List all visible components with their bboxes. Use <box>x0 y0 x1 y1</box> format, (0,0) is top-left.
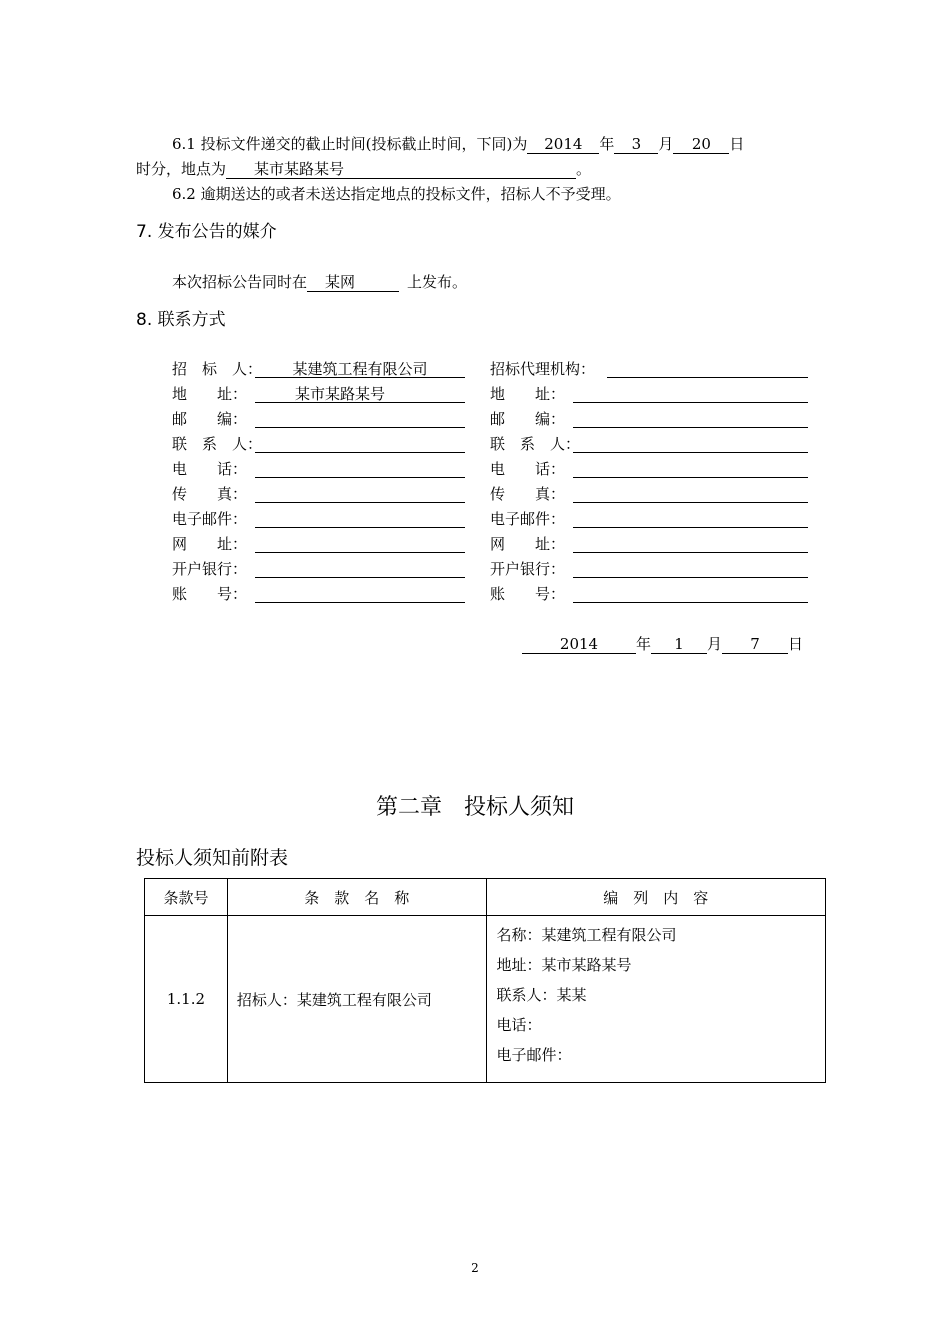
content-contact: 联系人：某某 <box>496 986 587 1004</box>
right-line-postcode <box>573 427 808 428</box>
left-line-website <box>255 552 465 553</box>
signature-date <box>522 634 803 654</box>
section7-heading: 7. 发布公告的媒介 <box>136 222 277 242</box>
left-value-tenderer: 某建筑工程有限公司 <box>292 360 428 378</box>
left-label-tenderer: 招 标 人： <box>172 360 263 378</box>
date-year-unit: 年 <box>636 635 652 653</box>
right-label-fax: 传 真： <box>490 485 566 503</box>
right-label-phone: 电 话： <box>490 460 566 478</box>
right-label-agency: 招标代理机构： <box>490 360 596 378</box>
left-label-email: 电子邮件： <box>172 510 248 528</box>
header-clause-no: 条款号 <box>145 879 228 916</box>
left-value-address: 某市某路某号 <box>294 385 385 403</box>
header-content: 编 列 内 容 <box>486 879 825 916</box>
right-line-contact <box>573 452 808 453</box>
date-year: 2014 <box>522 635 636 654</box>
right-label-account: 账 号： <box>490 585 566 603</box>
deadline-month: 3 <box>614 135 658 154</box>
header-clause-name: 条 款 名 称 <box>227 879 486 916</box>
left-line-contact <box>255 452 465 453</box>
left-line-tenderer <box>255 377 465 378</box>
content-address: 地址：某市某路某号 <box>496 956 632 974</box>
location-prefix: 时分，地点为 <box>136 160 227 178</box>
page-number: 2 <box>471 1261 479 1275</box>
left-label-postcode: 邮 编： <box>172 410 248 428</box>
left-label-phone: 电 话： <box>172 460 248 478</box>
location-line <box>136 159 591 179</box>
left-label-address: 地 址： <box>172 385 248 403</box>
right-label-contact: 联 系 人： <box>490 435 581 453</box>
left-label-website: 网 址： <box>172 535 248 553</box>
chapter-title: 第二章 投标人须知 <box>375 795 574 820</box>
left-label-contact: 联 系 人： <box>172 435 263 453</box>
media-line <box>172 272 467 292</box>
right-line-account <box>573 602 808 603</box>
right-line-agency <box>607 377 808 378</box>
clause-name: 招标人：某建筑工程有限公司 <box>227 916 486 1083</box>
right-line-email <box>573 527 808 528</box>
date-month: 1 <box>651 635 707 654</box>
deadline-day: 20 <box>673 135 729 154</box>
late-submission-text: 6.2 逾期送达的或者未送达指定地点的投标文件，招标人不予受理。 <box>172 185 621 203</box>
clause-content <box>486 916 825 1083</box>
left-label-fax: 传 真： <box>172 485 248 503</box>
section8-heading: 8. 联系方式 <box>136 310 226 330</box>
date-day-unit: 日 <box>788 635 804 653</box>
media-suffix: 上发布。 <box>407 273 468 291</box>
right-label-email: 电子邮件： <box>490 510 566 528</box>
right-label-address: 地 址： <box>490 385 566 403</box>
date-day: 7 <box>722 635 788 654</box>
right-line-address <box>573 402 808 403</box>
media-prefix: 本次招标公告同时在 <box>172 273 308 291</box>
location-value: 某市某路某号 <box>226 160 576 179</box>
right-line-bank <box>573 577 808 578</box>
left-line-email <box>255 527 465 528</box>
right-label-website: 网 址： <box>490 535 566 553</box>
content-email: 电子邮件： <box>496 1046 572 1064</box>
deadline-month-unit: 月 <box>658 135 674 153</box>
data-sheet-table <box>144 878 826 1083</box>
deadline-year: 2014 <box>527 135 599 154</box>
left-label-account: 账 号： <box>172 585 248 603</box>
right-label-postcode: 邮 编： <box>490 410 566 428</box>
table-header-row <box>145 879 826 916</box>
deadline-line <box>172 134 744 154</box>
date-month-unit: 月 <box>707 635 723 653</box>
right-line-fax <box>573 502 808 503</box>
left-line-postcode <box>255 427 465 428</box>
media-value: 某网 <box>307 273 399 292</box>
table-row <box>145 916 826 1083</box>
deadline-prefix: 6.1 投标文件递交的截止时间(投标截止时间，下同)为 <box>172 135 528 153</box>
right-label-bank: 开户银行： <box>490 560 566 578</box>
deadline-year-unit: 年 <box>599 135 615 153</box>
content-name: 名称：某建筑工程有限公司 <box>496 926 677 944</box>
clause-number: 1.1.2 <box>145 916 228 1083</box>
right-line-phone <box>573 477 808 478</box>
location-suffix: 。 <box>576 160 592 178</box>
deadline-day-unit: 日 <box>729 135 745 153</box>
left-line-account <box>255 602 465 603</box>
table-title: 投标人须知前附表 <box>136 847 289 869</box>
left-label-bank: 开户银行： <box>172 560 248 578</box>
content-phone: 电话： <box>496 1016 542 1034</box>
left-line-address <box>255 402 465 403</box>
left-line-bank <box>255 577 465 578</box>
left-line-fax <box>255 502 465 503</box>
right-line-website <box>573 552 808 553</box>
left-line-phone <box>255 477 465 478</box>
